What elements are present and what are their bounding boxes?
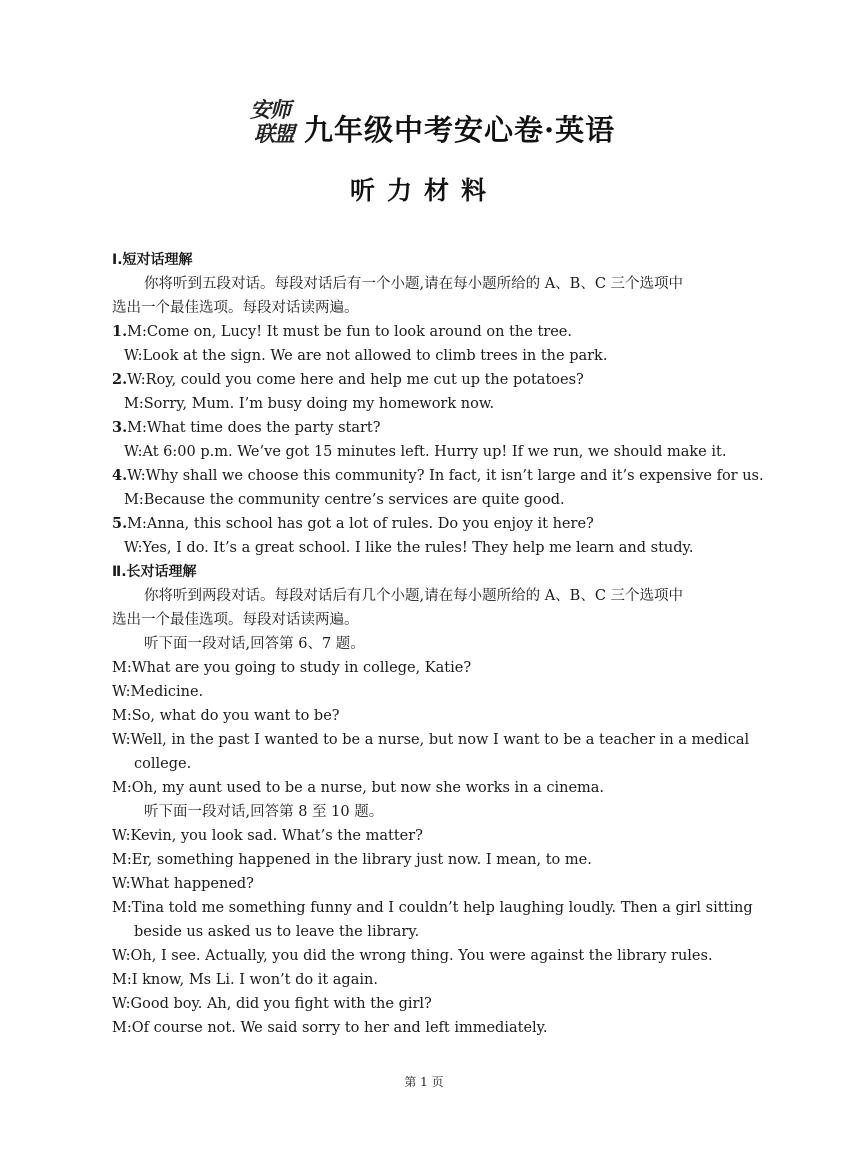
logo-line-2: 联盟 [254, 121, 294, 146]
dialog-line: M:Because the community centre’s services are quite good. [124, 492, 565, 508]
item-number: 4. [112, 467, 128, 484]
dialog-line: W:Well, in the past I wanted to be a nurse, but now I want to be a teacher in a medical [112, 732, 750, 748]
dialog-line: 5.M:Anna, this school has got a lot of rules. Do you enjoy it here? [112, 515, 594, 532]
dialog-intro: 听下面一段对话,回答第 8 至 10 题。 [144, 804, 384, 820]
dialog-line: M:Tina told me something funny and I couldn’t help laughing loudly. Then a girl sitting [112, 900, 753, 916]
page-title: 九年级中考安心卷·英语 [304, 113, 616, 147]
item-number: 3. [112, 419, 128, 436]
page-subtitle: 听力材料 [349, 176, 498, 205]
dialog-line: M:Sorry, Mum. I’m busy doing my homework now. [124, 396, 495, 412]
dialog-line: 4.W:Why shall we choose this community? In fact, it isn’t large and it’s expensive for us. [112, 467, 764, 484]
dialog-line: M:Er, something happened in the library just now. I mean, to me. [112, 852, 592, 868]
dialog-line: W:At 6:00 p.m. We’ve got 15 minutes left. Hurry up! If we run, we should make it. [124, 444, 727, 460]
item-number: 5. [112, 515, 128, 532]
item-number: 1. [112, 323, 128, 340]
section-heading-2: Ⅱ.长对话理解 [112, 564, 197, 580]
dialog-line: 2.W:Roy, could you come here and help me cut up the potatoes? [112, 371, 584, 388]
dialog-line: W:Kevin, you look sad. What’s the matter? [112, 828, 423, 844]
dialog-line: M:What are you going to study in college, Katie? [112, 660, 472, 676]
dialog-line: 3.M:What time does the party start? [112, 419, 381, 436]
dialog-line: M:So, what do you want to be? [112, 708, 340, 724]
page-number: 第 1 页 [404, 1075, 444, 1089]
dialog-line: W:Medicine. [112, 684, 204, 700]
dialog-line: W:Look at the sign. We are not allowed to climb trees in the park. [124, 348, 608, 364]
dialog-line: W:Yes, I do. It’s a great school. I like the rules! They help me learn and study. [124, 540, 694, 556]
publisher-logo [250, 98, 306, 146]
dialog-line: M:Oh, my aunt used to be a nurse, but now she works in a cinema. [112, 780, 605, 796]
dialog-line: M:I know, Ms Li. I won’t do it again. [112, 972, 378, 988]
dialog-line: W:What happened? [112, 876, 254, 892]
dialog-line: M:Of course not. We said sorry to her and left immediately. [112, 1020, 548, 1036]
dialog-line: college. [134, 756, 192, 772]
dialog-line: W:Oh, I see. Actually, you did the wrong thing. You were against the library rules. [112, 948, 713, 964]
instruction-text: 你将听到五段对话。每段对话后有一个小题,请在每小题所给的 A、B、C 三个选项中 [144, 276, 684, 292]
document-body [112, 248, 764, 1040]
header [0, 96, 848, 156]
dialog-line: beside us asked us to leave the library. [134, 924, 420, 940]
logo-line-1: 安师 [250, 97, 290, 122]
instruction-text: 选出一个最佳选项。每段对话读两遍。 [112, 612, 359, 628]
dialog-line: 1.M:Come on, Lucy! It must be fun to look around on the tree. [112, 323, 572, 340]
dialog-line: W:Good boy. Ah, did you fight with the girl? [112, 996, 432, 1012]
instruction-text: 你将听到两段对话。每段对话后有几个小题,请在每小题所给的 A、B、C 三个选项中 [144, 588, 684, 604]
instruction-text: 选出一个最佳选项。每段对话读两遍。 [112, 300, 359, 316]
section-heading-1: Ⅰ.短对话理解 [112, 252, 193, 268]
dialog-intro: 听下面一段对话,回答第 6、7 题。 [144, 636, 365, 652]
item-number: 2. [112, 371, 128, 388]
